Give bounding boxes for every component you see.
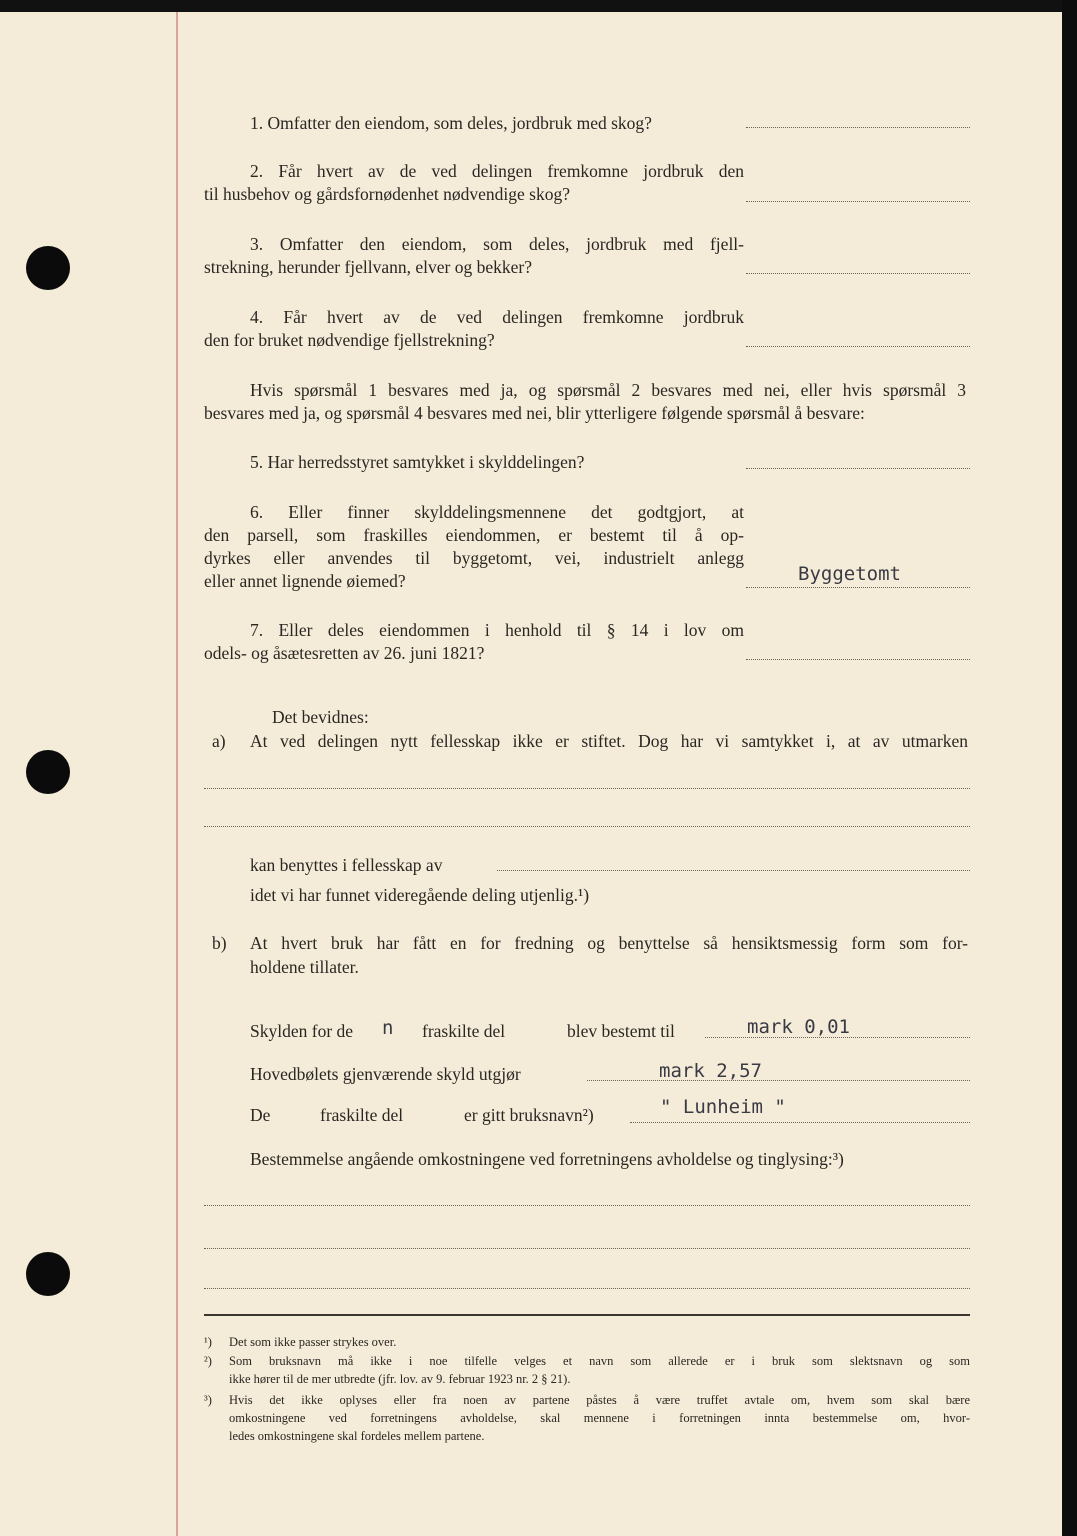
question-2-line-1: 2. Får hvert av de ved delingen fremkomne jordbruk den xyxy=(250,161,744,181)
answer-line-7 xyxy=(746,659,970,660)
question-2-line-2: til husbehov og gårdsfornødenhet nødvendige skog? xyxy=(204,184,570,204)
footnote-3-line-1: Hvis det ikke oplyses eller fra noen av partene påstes å være truffet avtale om, hvem som skal bære xyxy=(229,1393,970,1407)
tax-label-1: Skylden for de xyxy=(250,1021,354,1041)
farm-name-label-c: er gitt bruksnavn²) xyxy=(464,1105,594,1125)
farm-name-label-b: fraskilte del xyxy=(320,1105,404,1125)
question-7-line-1: 7. Eller deles eiendommen i henhold til § 14 i lov om xyxy=(250,620,744,640)
item-b-label: b) xyxy=(212,933,227,953)
margin-line xyxy=(176,12,178,1536)
fill-line xyxy=(204,1288,970,1289)
fill-line xyxy=(204,826,970,827)
instruction-line-2: besvares med ja, og spørsmål 4 besvares med nei, blir ytterligere følgende spørsmål å besvare: xyxy=(204,403,865,423)
answer-line-4 xyxy=(746,346,970,347)
question-6-line-4: eller annet lignende øiemed? xyxy=(204,571,406,591)
shared-use-line xyxy=(497,870,970,871)
question-5: 5. Har herredsstyret samtykket i skylddelingen? xyxy=(250,452,585,472)
question-6-line-1: 6. Eller finner skylddelingsmennene det godtgjort, at xyxy=(250,502,744,522)
footnote-2-line-2: ikke hører til de mer utbredte (jfr. lov. av 9. februar 1923 nr. 2 § 21). xyxy=(229,1372,571,1386)
answer-line-5 xyxy=(746,468,970,469)
item-a-label: a) xyxy=(212,731,226,751)
footnote-2-line-1: Som bruksnavn må ikke i noe tilfelle velges et navn som allerede er i bruk som slektsnavn og som xyxy=(229,1354,970,1368)
question-6-line-2: den parsell, som fraskilles eiendommen, er bestemt til å op- xyxy=(204,525,744,545)
costs-label: Bestemmelse angående omkostningene ved forretningens avholdelse og tinglysing:³) xyxy=(250,1149,844,1169)
answer-line-6 xyxy=(746,587,970,588)
item-a-text: At ved delingen nytt fellesskap ikke er stiftet. Dog har vi samtykket i, at av utmarken xyxy=(250,731,968,751)
footnote-3-line-3: ledes omkostningene skal fordeles mellem partene. xyxy=(229,1429,485,1443)
document-page xyxy=(0,12,1062,1536)
answer-line-2 xyxy=(746,201,970,202)
fill-line xyxy=(204,788,970,789)
instruction-line-1: Hvis spørsmål 1 besvares med ja, og spørsmål 2 besvares med nei, eller hvis spørsmål 3 xyxy=(250,380,966,400)
question-4-line-1: 4. Får hvert av de ved delingen fremkomne jordbruk xyxy=(250,307,744,327)
tax-label-1b: fraskilte del xyxy=(422,1021,506,1041)
question-4-line-2: den for bruket nødvendige fjellstrekning? xyxy=(204,330,495,350)
question-6-line-3: dyrkes eller anvendes til byggetomt, vei, industrielt anlegg xyxy=(204,548,744,568)
tax-label-2: Hovedbølets gjenværende skyld utgjør xyxy=(250,1064,521,1084)
fill-line xyxy=(204,1248,970,1249)
tax-label-1c: blev bestemt til xyxy=(567,1021,675,1041)
question-1: 1. Omfatter den eiendom, som deles, jordbruk med skog? xyxy=(250,113,652,133)
division-reason: idet vi har funnet videregående deling utjenlig.¹) xyxy=(250,885,590,905)
answer-6-handwritten: Byggetomt xyxy=(798,563,901,585)
footnote-1: Det som ikke passer strykes over. xyxy=(229,1335,397,1349)
certification-heading: Det bevidnes: xyxy=(272,707,369,727)
tax-value-1: mark 0,01 xyxy=(747,1016,850,1038)
question-3-line-2: strekning, herunder fjellvann, elver og bekker? xyxy=(204,257,532,277)
farm-name-handwritten: " Lunheim " xyxy=(660,1096,786,1118)
punch-hole xyxy=(26,246,70,290)
item-b-line-2: holdene tillater. xyxy=(250,957,359,977)
footnote-2-marker: ²) xyxy=(204,1354,212,1368)
answer-line-3 xyxy=(746,273,970,274)
question-7-line-2: odels- og åsætesretten av 26. juni 1821? xyxy=(204,643,485,663)
farm-name-line xyxy=(630,1122,970,1123)
answer-line-1 xyxy=(746,127,970,128)
footnote-3-marker: ³) xyxy=(204,1393,212,1407)
punch-hole xyxy=(26,750,70,794)
scan-border-right xyxy=(1062,0,1077,1536)
footnote-3-line-2: omkostningene ved forretningens avholdelse, skal mennene i forretningen innta bestemmelse om, hvor- xyxy=(229,1411,970,1425)
fill-line xyxy=(204,1205,970,1206)
question-3-line-1: 3. Omfatter den eiendom, som deles, jordbruk med fjell- xyxy=(250,234,744,254)
item-b-line-1: At hvert bruk har fått en for fredning og benyttelse så hensiktsmessig form som for- xyxy=(250,933,968,953)
punch-hole xyxy=(26,1252,70,1296)
tax-line-2 xyxy=(587,1080,970,1081)
footnote-1-marker: ¹) xyxy=(204,1335,212,1349)
scan-border-top xyxy=(0,0,1077,12)
tax-suffix-handwritten: n xyxy=(382,1017,394,1039)
shared-use-label: kan benyttes i fellesskap av xyxy=(250,855,443,875)
tax-value-2: mark 2,57 xyxy=(659,1060,762,1082)
farm-name-label-a: De xyxy=(250,1105,271,1125)
footnote-rule xyxy=(204,1314,970,1316)
